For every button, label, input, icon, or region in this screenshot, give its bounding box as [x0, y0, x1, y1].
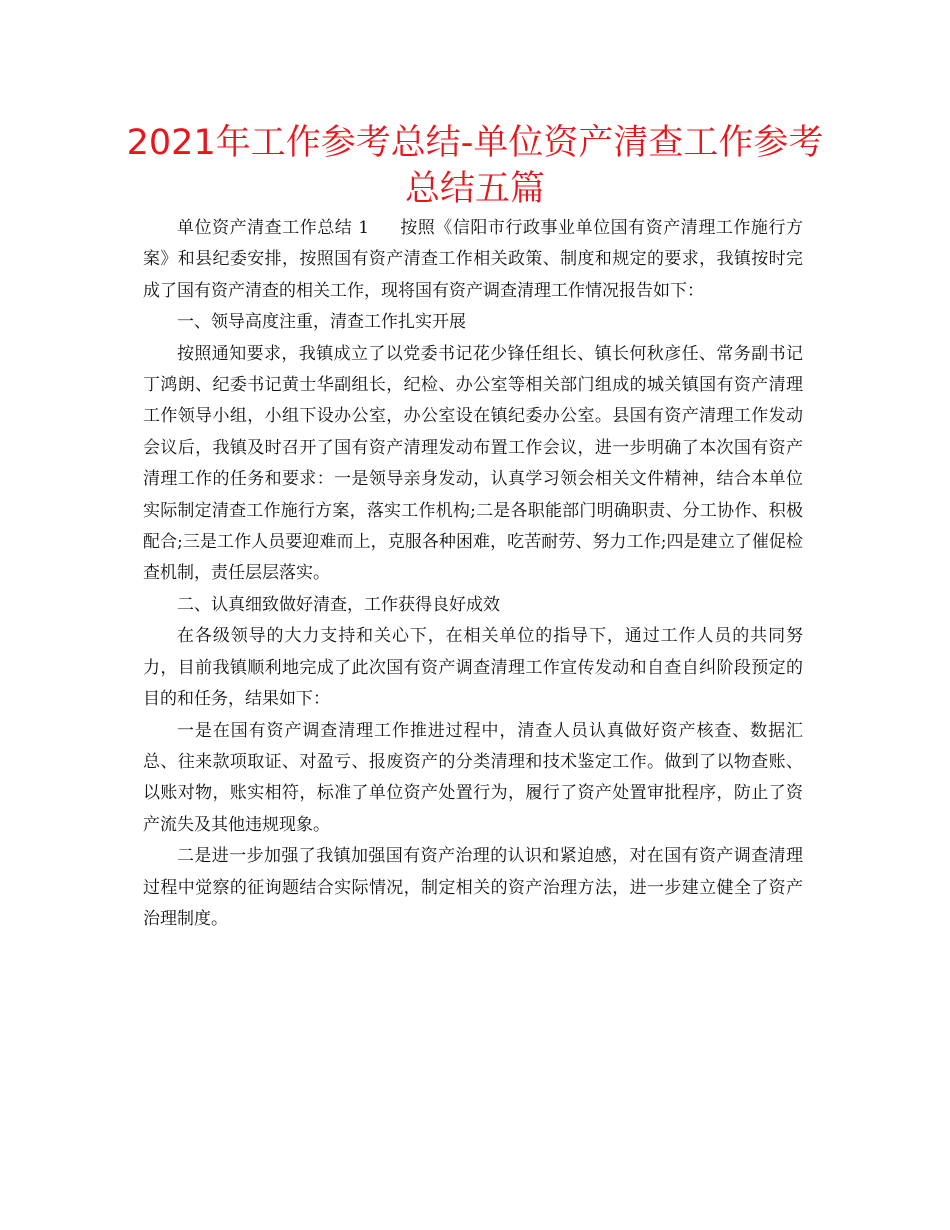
document-title: 2021年工作参考总结-单位资产清查工作参考总结五篇 [126, 123, 824, 209]
paragraph: 在各级领导的大力支持和关心下，在相关单位的指导下，通过工作人员的共同努力，目前我镇顺利地完成了此次国有资产调查清理工作宣传发动和自查自纠阶段预定的目的和任务，结果如下： [143, 626, 803, 710]
document-body [143, 213, 803, 935]
paragraph: 一是在国有资产调查清理工作推进过程中，清查人员认真做好资产核查、数据汇总、往来款项取证、对盈亏、报废资产的分类清理和技术鉴定工作。做到了以物查账、以账对物，账实相符，标准了单位资产处置行为，履行了资产处置审批程序，防止了资产流失及其他违规现象。 [143, 720, 803, 835]
paragraph-text: 按照《信阳市行政事业单位国有资产清理工作施行方案》和县纪委安排，按照国有资产清查工作相关政策、制度和规定的要求，我镇按时完成了国有资产清查的相关工作，现将国有资产调查清理工作情况报告如下： [143, 218, 803, 301]
section-label: 单位资产清查工作总结 1 [177, 218, 370, 238]
paragraph-intro [143, 213, 803, 307]
section-heading-1: 一、领导高度注重，清查工作扎实开展 [177, 312, 466, 333]
section-heading-2: 二、认真细致做好清查，工作获得良好成效 [177, 594, 500, 615]
paragraph: 按照通知要求，我镇成立了以党委书记花少锋任组长、镇长何秋彦任、常务副书记丁鸿朗、纪委书记黄士华副组长，纪检、办公室等相关部门组成的城关镇国有资产清理工作领导小组，小组下设办公室，办公室设在镇纪委办公室。县国有资产清理工作发动会议后，我镇及时召开了国有资产清理发动布置工作会议，进一步明确了本次国有资产清理工作的任务和要求：一是领导亲身发动，认真学习领会相关文件精神，结合本单位实际制定清查工作施行方案，落实工作机构;二是各职能部门明确职责、分工协作、积极配合;三是工作人员要迎难而上，克服各种困难，吃苦耐劳、努力工作;四是建立了催促检查机制，责任层层落实。 [143, 343, 803, 584]
paragraph: 二是进一步加强了我镇加强国有资产治理的认识和紧迫感，对在国有资产调查清理过程中觉察的征询题结合实际情况，制定相关的资产治理方法，进一步建立健全了资产治理制度。 [143, 846, 803, 929]
